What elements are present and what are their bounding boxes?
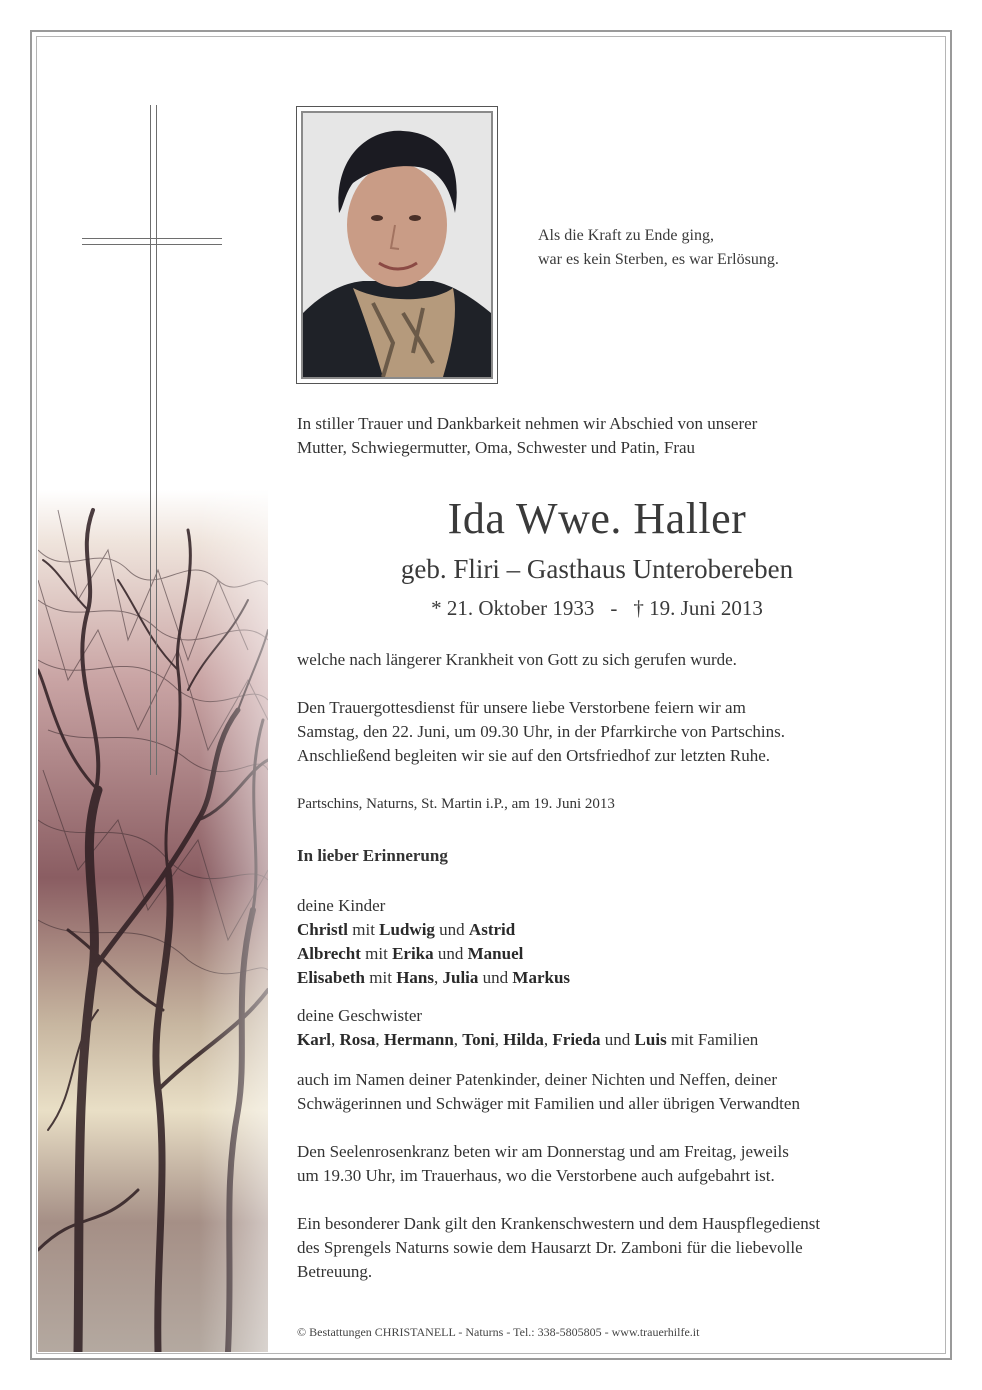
intro-line: In stiller Trauer und Dankbarkeit nehmen wir Abschied von unserer xyxy=(297,414,758,433)
children-line: Albrecht mit Erika und Manuel xyxy=(297,944,524,963)
rosary-line: um 19.30 Uhr, im Trauerhaus, wo die Verstorbene auch aufgebahrt ist. xyxy=(297,1166,775,1185)
siblings-line: Karl, Rosa, Hermann, Toni, Hilda, Frieda und Luis mit Familien xyxy=(297,1030,759,1049)
relatives-line: auch im Namen deiner Patenkinder, deiner Nichten und Neffen, deiner xyxy=(297,1070,778,1089)
deceased-name: Ida Wwe. Haller xyxy=(447,494,747,543)
children-line: Christl mit Ludwig und Astrid xyxy=(297,920,516,939)
life-dates xyxy=(297,594,897,622)
siblings-heading: deine Geschwister xyxy=(297,1006,423,1025)
date-separator: - xyxy=(610,596,618,620)
birth-date: * 21. Oktober 1933 xyxy=(431,596,595,620)
relatives-text xyxy=(297,1068,897,1116)
cross-icon xyxy=(150,105,151,775)
trees-silhouette-image xyxy=(38,490,268,1352)
quote xyxy=(538,224,779,272)
rosary-line: Den Seelenrosenkranz beten wir am Donnerstag und am Freitag, jeweils xyxy=(297,1142,789,1161)
memory-heading: In lieber Erinnerung xyxy=(297,846,448,865)
quote-line: war es kein Sterben, es war Erlösung. xyxy=(538,251,779,268)
children-heading: deine Kinder xyxy=(297,896,386,915)
mass-line: Samstag, den 22. Juni, um 09.30 Uhr, in der Pfarrkirche von Partschins. xyxy=(297,722,785,741)
quote-line: Als die Kraft zu Ende ging, xyxy=(538,227,714,244)
portrait-photo xyxy=(303,113,491,377)
cross-bar-line xyxy=(82,244,222,245)
children-line: Elisabeth mit Hans, Julia und Markus xyxy=(297,968,571,987)
portrait-frame xyxy=(296,106,498,384)
siblings-list xyxy=(297,1004,897,1052)
intro-line: Mutter, Schwiegermutter, Oma, Schwester und Patin, Frau xyxy=(297,438,696,457)
place-date: Partschins, Naturns, St. Martin i.P., am 19. Juni 2013 xyxy=(297,796,615,812)
thanks-line: Ein besonderer Dank gilt den Krankenschwestern und dem Hauspflegedienst xyxy=(297,1214,821,1233)
born-info: geb. Fliri – Gasthaus Unterobereben xyxy=(400,554,794,584)
footer-credit: © Bestattungen CHRISTANELL - Naturns - Tel.: 338-5805805 - www.trauerhilfe.it xyxy=(297,1325,700,1339)
cross-bar xyxy=(82,238,222,239)
rosary-text xyxy=(297,1140,897,1188)
called-text: welche nach längerer Krankheit von Gott zu sich gerufen wurde. xyxy=(297,650,737,669)
thanks-text xyxy=(297,1212,897,1284)
cross-icon-line xyxy=(156,105,157,775)
relatives-line: Schwägerinnen und Schwäger mit Familien und aller übrigen Verwandten xyxy=(297,1094,800,1113)
intro-text xyxy=(297,412,897,460)
children-list xyxy=(297,894,897,990)
thanks-line: Betreuung. xyxy=(297,1262,373,1281)
thanks-line: des Sprengels Naturns sowie dem Hausarzt Dr. Zamboni für die liebevolle xyxy=(297,1238,803,1257)
death-date: † 19. Juni 2013 xyxy=(633,596,763,620)
mass-line: Den Trauergottesdienst für unsere liebe Verstorbene feiern wir am xyxy=(297,698,746,717)
mass-announcement xyxy=(297,696,897,768)
mass-line: Anschließend begleiten wir sie auf den Ortsfriedhof zur letzten Ruhe. xyxy=(297,746,771,765)
